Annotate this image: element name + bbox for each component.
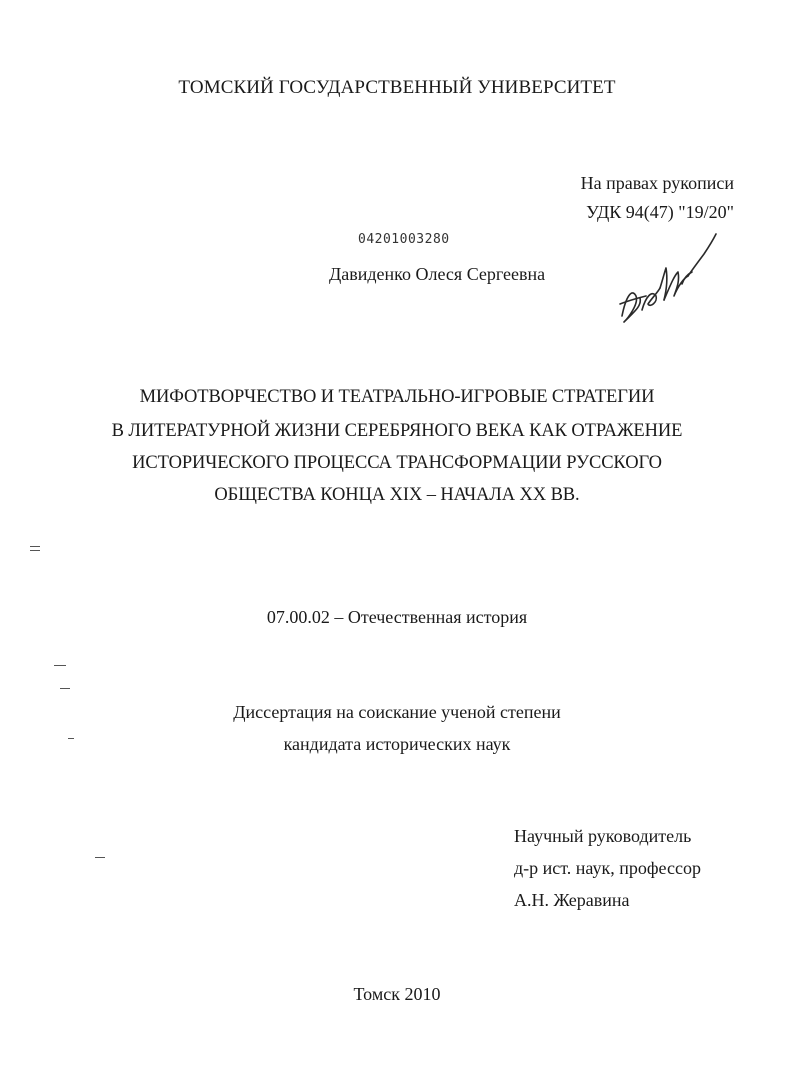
scan-mark — [68, 738, 74, 739]
scan-mark — [30, 550, 40, 551]
dissertation-title-line-1: МИФОТВОРЧЕСТВО И ТЕАТРАЛЬНО-ИГРОВЫЕ СТРАТЕГИИ — [139, 387, 655, 407]
degree-line-1: Диссертация на соискание ученой степени — [233, 702, 561, 722]
supervisor-degree: д-р ист. наук, профессор — [514, 858, 701, 878]
dissertation-title-line-2: В ЛИТЕРАТУРНОЙ ЖИЗНИ СЕРЕБРЯНОГО ВЕКА КАК ОТРАЖЕНИЕ — [111, 421, 683, 441]
dissertation-title-line-4: ОБЩЕСТВА КОНЦА XIX – НАЧАЛА XX ВВ. — [214, 485, 580, 505]
degree-line-2: кандидата исторических наук — [283, 734, 511, 754]
city-year: Томск 2010 — [353, 984, 441, 1004]
scan-mark — [54, 665, 66, 666]
scan-mark — [95, 857, 105, 858]
scan-mark — [30, 546, 40, 547]
dissertation-title-line-3: ИСТОРИЧЕСКОГО ПРОЦЕССА ТРАНСФОРМАЦИИ РУССКОГО — [132, 453, 662, 473]
scan-mark — [60, 688, 70, 689]
udc-code: УДК 94(47) "19/20" — [586, 202, 734, 222]
manuscript-rights-note: На правах рукописи — [580, 173, 734, 193]
handwritten-signature — [612, 226, 724, 338]
university-name: ТОМСКИЙ ГОСУДАРСТВЕННЫЙ УНИВЕРСИТЕТ — [178, 77, 616, 98]
specialty-code: 07.00.02 – Отечественная история — [266, 607, 528, 627]
registration-number: 04201003280 — [358, 232, 450, 247]
supervisor-label: Научный руководитель — [514, 826, 692, 846]
author-name: Давиденко Олеся Сергеевна — [329, 264, 546, 284]
supervisor-name: А.Н. Жеравина — [514, 890, 630, 910]
